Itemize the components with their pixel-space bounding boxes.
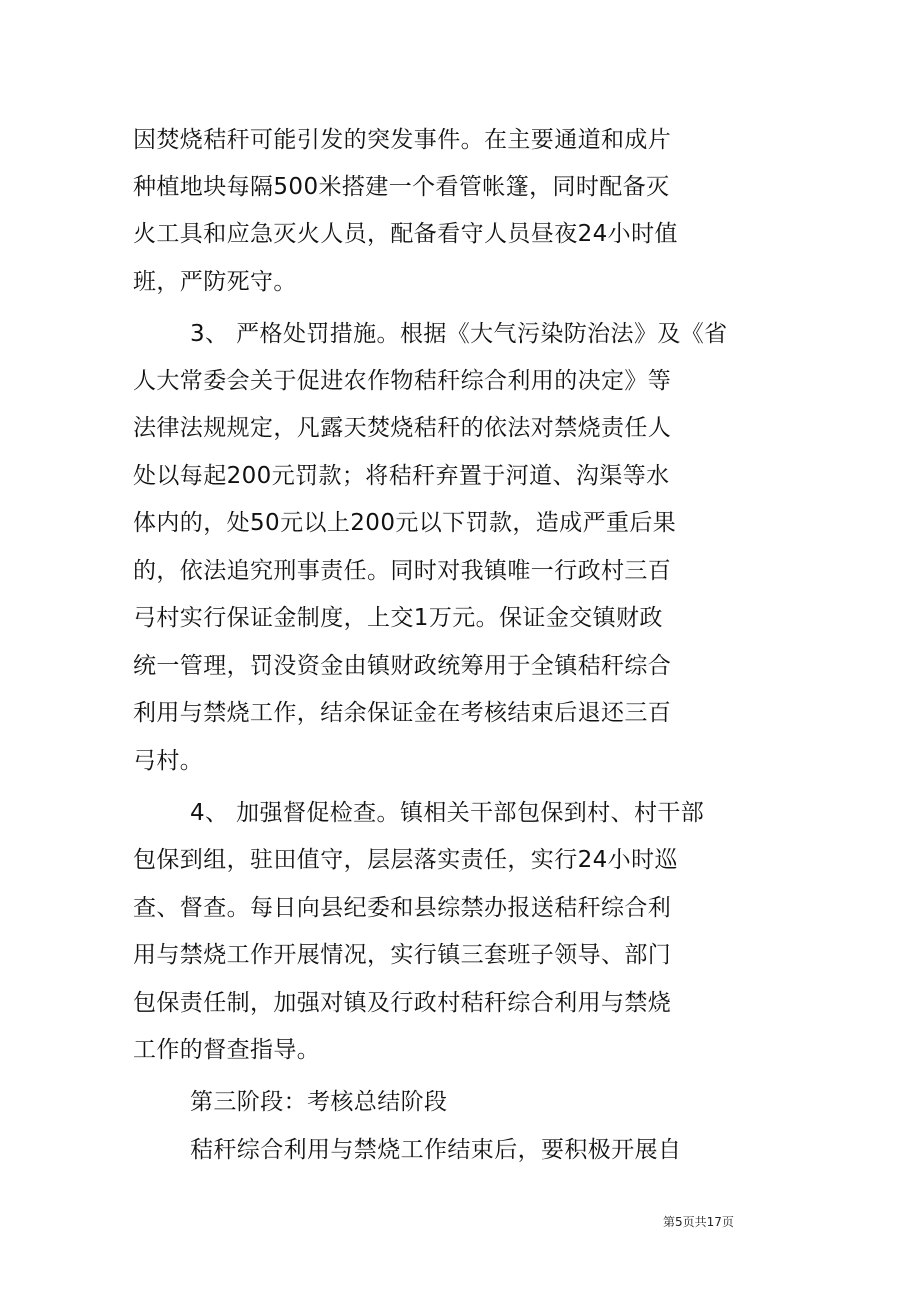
text-line: 种植地块每隔500米搭建一个看管帐篷，同时配备灭 xyxy=(133,174,670,200)
text-line: 弓村。 xyxy=(133,748,204,774)
text-line: 包保责任制，加强对镇及行政村秸秆综合利用与禁烧 xyxy=(133,990,672,1016)
text-line: 利用与禁烧工作，结余保证金在考核结束后退还三百 xyxy=(133,700,672,726)
text-line: 班，严防死守。 xyxy=(133,269,297,295)
text-line: 秸秆综合利用与禁烧工作结束后，要积极开展自 xyxy=(190,1137,682,1163)
text-line: 因焚烧秸秆可能引发的突发事件。在主要通道和成片 xyxy=(133,127,672,153)
text-line: 的，依法追究刑事责任。同时对我镇唯一行政村三百 xyxy=(133,558,672,584)
text-line: 4、 加强督促检查。镇相关干部包保到村、村干部 xyxy=(190,800,705,826)
page-number: 第5页共17页 xyxy=(663,1215,734,1229)
text-line: 用与禁烧工作开展情况，实行镇三套班子领导、部门 xyxy=(133,942,672,968)
text-line: 人大常委会关于促进农作物秸秆综合利用的决定》等 xyxy=(133,368,672,394)
text-line: 3、 严格处罚措施。根据《大气污染防治法》及《省 xyxy=(190,321,728,347)
text-line: 处以每起200元罚款；将秸秆弃置于河道、沟渠等水 xyxy=(133,463,670,489)
text-line: 弓村实行保证金制度，上交1万元。保证金交镇财政 xyxy=(133,605,663,631)
section-heading: 第三阶段：考核总结阶段 xyxy=(190,1089,448,1115)
text-line: 体内的，处50元以上200元以下罚款，造成严重后果 xyxy=(133,510,677,536)
text-line: 火工具和应急灭火人员，配备看守人员昼夜24小时值 xyxy=(133,221,678,247)
text-line: 统一管理，罚没资金由镇财政统筹用于全镇秸秆综合 xyxy=(133,653,672,679)
text-line: 查、督查。每日向县纪委和县综禁办报送秸秆综合利 xyxy=(133,895,672,921)
text-line: 法律法规规定，凡露天焚烧秸秆的依法对禁烧责任人 xyxy=(133,415,672,441)
text-line: 工作的督查指导。 xyxy=(133,1037,321,1063)
text-line: 包保到组，驻田值守，层层落实责任，实行24小时巡 xyxy=(133,847,678,873)
